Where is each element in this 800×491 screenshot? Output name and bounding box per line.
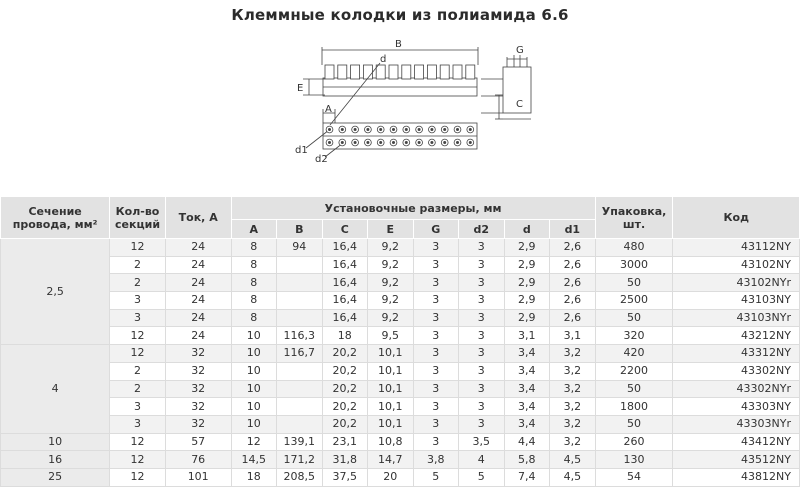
specs-table [0,196,800,487]
cell-c: 16,4 [322,256,368,274]
screw-head [379,128,382,131]
screw-head [341,128,344,131]
cell-count: 3 [110,415,166,433]
cell-g: 3 [413,309,459,327]
cell-a: 10 [231,327,277,345]
header-dim: B [277,220,323,239]
cell-c: 20,2 [322,380,368,398]
cell-g: 3,8 [413,451,459,469]
cell-g: 3 [413,239,459,257]
cell-a: 18 [231,468,277,486]
screw-tower [389,65,398,79]
cell-pack: 320 [595,327,673,345]
table-row [1,380,800,398]
screw-head [456,141,459,144]
cell-code: 43102NY [673,256,800,274]
cell-a: 8 [231,274,277,292]
cell-b [277,292,323,310]
cell-g: 5 [413,468,459,486]
cell-pack: 50 [595,380,673,398]
screw-head [469,141,472,144]
table-row [1,345,800,363]
cell-e: 9,2 [368,274,414,292]
cell-pack: 50 [595,415,673,433]
screw-head [366,128,369,131]
screw-tower [402,65,411,79]
header-dim: d [504,220,550,239]
cell-d2: 4 [459,451,505,469]
cell-count: 12 [110,345,166,363]
cell-d1: 4,5 [550,451,596,469]
cell-d: 2,9 [504,274,550,292]
cell-count: 12 [110,433,166,451]
cell-count: 12 [110,451,166,469]
cell-count: 2 [110,256,166,274]
cell-current: 32 [165,362,231,380]
screw-head [405,128,408,131]
cell-current: 32 [165,345,231,363]
cell-d2: 3 [459,327,505,345]
cell-d2: 5 [459,468,505,486]
cell-c: 16,4 [322,274,368,292]
cell-pack: 50 [595,274,673,292]
cell-pack: 1800 [595,398,673,416]
header-dim: G [413,220,459,239]
cell-pack: 480 [595,239,673,257]
screw-head [456,128,459,131]
cell-current: 32 [165,380,231,398]
cell-e: 20 [368,468,414,486]
cell-d2: 3 [459,415,505,433]
cell-c: 20,2 [322,345,368,363]
screw-tower [363,65,372,79]
cell-pack: 54 [595,468,673,486]
screw-head [392,128,395,131]
cell-d2: 3 [459,380,505,398]
header-section: Сечение провода, мм² [1,197,110,239]
cell-count: 3 [110,309,166,327]
cell-g: 3 [413,256,459,274]
cell-a: 10 [231,398,277,416]
cell-current: 24 [165,327,231,345]
table-row [1,415,800,433]
cell-d2: 3 [459,274,505,292]
cell-e: 10,1 [368,415,414,433]
table-row [1,274,800,292]
screw-tower [440,65,449,79]
cell-d: 2,9 [504,256,550,274]
table-row [1,239,800,257]
cell-g: 3 [413,345,459,363]
label-c: C [516,99,523,110]
screw-head [418,128,421,131]
cell-d1: 2,6 [550,239,596,257]
table-row [1,451,800,469]
screw-tower [376,65,385,79]
header-current: Ток, А [165,197,231,239]
cell-c: 16,4 [322,309,368,327]
cell-g: 3 [413,292,459,310]
cell-code: 43412NY [673,433,800,451]
cell-current: 24 [165,239,231,257]
cell-a: 14,5 [231,451,277,469]
cell-e: 10,8 [368,433,414,451]
cell-current: 24 [165,309,231,327]
screw-tower [325,65,334,79]
cell-d1: 3,2 [550,362,596,380]
cell-count: 3 [110,398,166,416]
screw-head [405,141,408,144]
screw-tower [351,65,360,79]
cell-b: 116,7 [277,345,323,363]
cell-code: 43812NY [673,468,800,486]
cell-e: 14,7 [368,451,414,469]
cell-a: 10 [231,380,277,398]
cell-g: 3 [413,415,459,433]
label-a: A [325,104,332,115]
table-row [1,309,800,327]
cell-e: 9,5 [368,327,414,345]
cell-c: 20,2 [322,362,368,380]
cell-d: 3,4 [504,380,550,398]
screw-head [443,128,446,131]
cell-a: 8 [231,309,277,327]
header-dim: E [368,220,414,239]
cell-current: 24 [165,256,231,274]
cell-code: 43103NY [673,292,800,310]
cell-current: 101 [165,468,231,486]
header-dim: d1 [550,220,596,239]
cell-a: 8 [231,292,277,310]
cell-b [277,309,323,327]
cell-code: 43302NY [673,362,800,380]
cell-e: 10,1 [368,362,414,380]
cell-d1: 3,2 [550,345,596,363]
cell-current: 24 [165,292,231,310]
header-dim: C [322,220,368,239]
screw-head [430,128,433,131]
section-cell: 2,5 [1,239,110,345]
cell-d1: 3,2 [550,415,596,433]
cell-d1: 2,6 [550,309,596,327]
cell-count: 12 [110,239,166,257]
cell-d1: 3,2 [550,380,596,398]
cell-d2: 3 [459,239,505,257]
cell-c: 16,4 [322,239,368,257]
header-install: Установочные размеры, мм [231,197,595,220]
cell-d: 7,4 [504,468,550,486]
cell-code: 43312NY [673,345,800,363]
screw-head [328,128,331,131]
cell-d2: 3 [459,362,505,380]
cell-b: 208,5 [277,468,323,486]
cell-d2: 3 [459,292,505,310]
screw-head [418,141,421,144]
cell-d1: 3,2 [550,433,596,451]
cell-d1: 3,1 [550,327,596,345]
cell-g: 3 [413,362,459,380]
cell-code: 43102NYr [673,274,800,292]
screw-head [430,141,433,144]
cell-d2: 3,5 [459,433,505,451]
cell-b: 171,2 [277,451,323,469]
top-towers [325,65,475,79]
cell-d: 5,8 [504,451,550,469]
cell-current: 24 [165,274,231,292]
cell-code: 43212NY [673,327,800,345]
cell-d: 3,4 [504,345,550,363]
cell-b: 94 [277,239,323,257]
cell-d: 2,9 [504,239,550,257]
cell-code: 43112NY [673,239,800,257]
screw-head [354,128,357,131]
header-pack: Упаковка, шт. [595,197,673,239]
cell-current: 57 [165,433,231,451]
table-row [1,433,800,451]
cell-count: 3 [110,292,166,310]
table-row [1,256,800,274]
cell-e: 10,1 [368,380,414,398]
specs-table-body [1,239,800,487]
label-b: B [395,39,402,50]
table-row [1,362,800,380]
cell-c: 20,2 [322,398,368,416]
cell-count: 12 [110,468,166,486]
cell-pack: 2200 [595,362,673,380]
cell-c: 37,5 [322,468,368,486]
cell-g: 3 [413,380,459,398]
label-d1: d1 [295,145,308,156]
cell-code: 43303NYr [673,415,800,433]
table-row [1,292,800,310]
terminal-block-drawing [285,35,545,165]
page-title: Клеммные колодки из полиамида 6.6 [231,6,569,24]
cell-g: 3 [413,433,459,451]
cell-e: 9,2 [368,256,414,274]
cell-d2: 3 [459,398,505,416]
header-dim: A [231,220,277,239]
cell-d: 2,9 [504,309,550,327]
cell-d2: 3 [459,256,505,274]
cell-pack: 130 [595,451,673,469]
cell-code: 43302NYr [673,380,800,398]
header-count: Кол-во секций [110,197,166,239]
cell-code: 43303NY [673,398,800,416]
cell-d: 2,9 [504,292,550,310]
screw-tower [466,65,475,79]
cell-b [277,362,323,380]
screw-head [328,141,331,144]
cell-count: 2 [110,274,166,292]
screw-head [354,141,357,144]
cell-e: 9,2 [368,239,414,257]
cell-b [277,274,323,292]
cell-b [277,380,323,398]
cell-e: 9,2 [368,292,414,310]
cell-current: 76 [165,451,231,469]
screw-head [379,141,382,144]
screw-head [392,141,395,144]
cell-a: 12 [231,433,277,451]
cell-b [277,415,323,433]
cell-b [277,256,323,274]
cell-a: 8 [231,256,277,274]
cell-d: 4,4 [504,433,550,451]
cell-e: 10,1 [368,345,414,363]
cell-pack: 3000 [595,256,673,274]
cell-c: 31,8 [322,451,368,469]
cell-count: 2 [110,380,166,398]
cell-c: 23,1 [322,433,368,451]
screw-tower [338,65,347,79]
table-row [1,468,800,486]
cell-d1: 2,6 [550,274,596,292]
cell-d: 3,1 [504,327,550,345]
label-e: E [297,83,304,94]
cell-pack: 2500 [595,292,673,310]
screw-tower [415,65,424,79]
label-d: d [380,54,387,65]
cell-current: 32 [165,398,231,416]
label-d2: d2 [315,154,328,165]
cell-b: 116,3 [277,327,323,345]
cell-d1: 4,5 [550,468,596,486]
cell-c: 20,2 [322,415,368,433]
screw-head [443,141,446,144]
cell-g: 3 [413,274,459,292]
cell-c: 18 [322,327,368,345]
cell-c: 16,4 [322,292,368,310]
cell-b: 139,1 [277,433,323,451]
cell-count: 12 [110,327,166,345]
screw-head [366,141,369,144]
screw-tower [453,65,462,79]
cell-d1: 3,2 [550,398,596,416]
cell-g: 3 [413,398,459,416]
cell-a: 10 [231,415,277,433]
cell-d1: 2,6 [550,256,596,274]
cell-code: 43103NYr [673,309,800,327]
cell-d1: 2,6 [550,292,596,310]
cell-d: 3,4 [504,362,550,380]
label-g: G [516,45,524,56]
cell-g: 3 [413,327,459,345]
section-cell: 25 [1,468,110,486]
cell-a: 10 [231,362,277,380]
cell-code: 43512NY [673,451,800,469]
cell-e: 10,1 [368,398,414,416]
header-dim: d2 [459,220,505,239]
section-cell: 4 [1,345,110,433]
cell-e: 9,2 [368,309,414,327]
section-cell: 10 [1,433,110,451]
cell-pack: 420 [595,345,673,363]
cell-count: 2 [110,362,166,380]
cell-d2: 3 [459,345,505,363]
section-cell: 16 [1,451,110,469]
screw-tower [427,65,436,79]
cell-pack: 50 [595,309,673,327]
cell-current: 32 [165,415,231,433]
cell-a: 8 [231,239,277,257]
header-code: Код [673,197,800,239]
cell-d: 3,4 [504,398,550,416]
table-row [1,398,800,416]
screw-head [341,141,344,144]
cell-b [277,398,323,416]
cell-a: 10 [231,345,277,363]
cell-pack: 260 [595,433,673,451]
cell-d: 3,4 [504,415,550,433]
table-row [1,327,800,345]
screw-head [469,128,472,131]
cell-d2: 3 [459,309,505,327]
